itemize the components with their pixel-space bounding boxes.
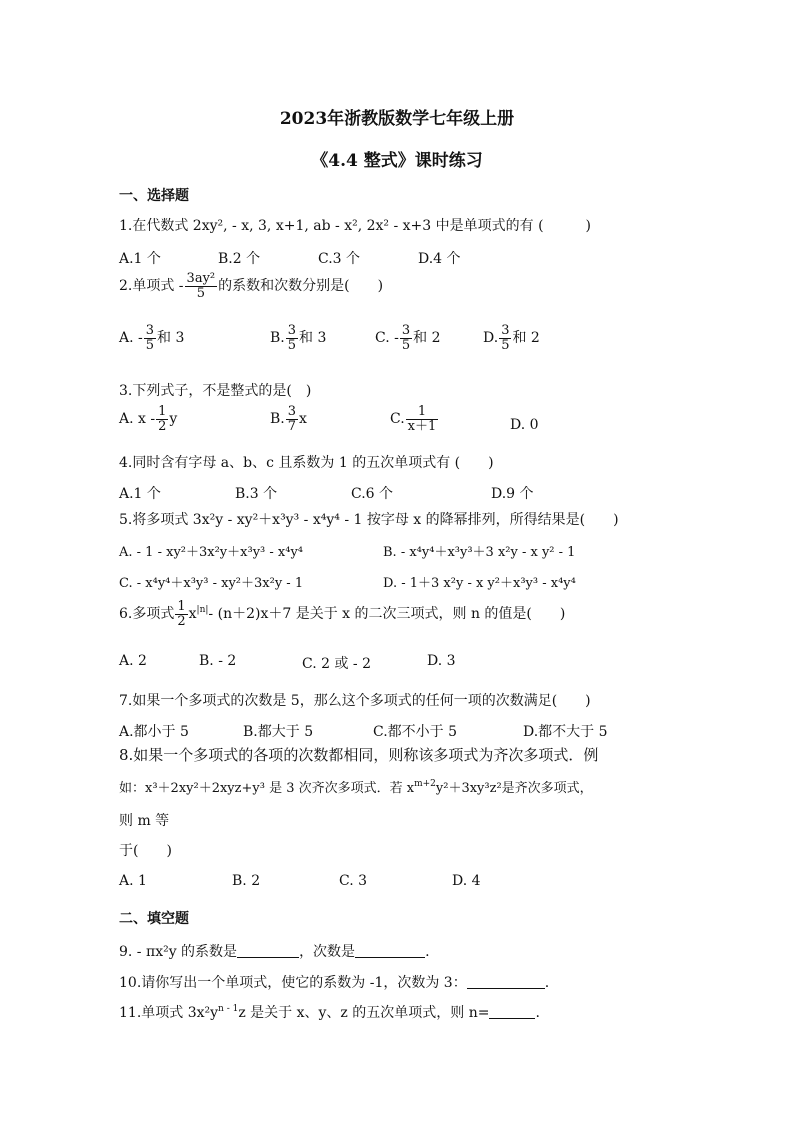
question-6-option-b: B. - 2	[199, 653, 237, 669]
question-1-stem: 1.在代数式 2xy², - x, 3, x+1, ab - x², 2x² - x+3 中是单项式的有 ( )	[119, 218, 592, 234]
question-8-line-2-b: y²＋3xy³z²是齐次多项式，	[435, 781, 593, 796]
question-8-option-c: C. 3	[339, 873, 368, 889]
answer-blank[interactable]	[355, 943, 425, 958]
question-6-fraction	[175, 600, 187, 628]
question-10	[119, 972, 549, 992]
frac-num: 3	[145, 323, 155, 338]
document-title: 2023年浙教版数学七年级上册	[279, 109, 515, 129]
question-5-stem: 5.将多项式 3x²y - xy²＋x³y³ - x⁴y⁴ - 1 按字母 x 的降幂排列，所得结果是( )	[119, 512, 619, 528]
option-tail: 和 3	[299, 330, 327, 347]
question-5-option-a: A. - 1 - xy²＋3x²y＋x³y³ - x⁴y⁴	[119, 545, 304, 560]
question-1-option-b: B.2 个	[218, 251, 261, 267]
frac-num: 1	[177, 599, 186, 614]
question-11-prefix: 11.单项式 3x²y	[119, 1005, 219, 1021]
question-6-option-a: A. 2	[119, 653, 147, 669]
question-1-option-c: C.3 个	[318, 251, 361, 267]
question-6-option-d: D. 3	[427, 653, 456, 669]
question-3-option-b	[270, 405, 307, 433]
option-label: A. -	[119, 330, 143, 347]
question-2-prefix: 2.单项式 -	[119, 278, 184, 295]
question-4-option-a: A.1 个	[119, 486, 161, 502]
question-10-prefix: 10.请你写出一个单项式，使它的系数为 -1，次数为 3：	[119, 975, 467, 991]
question-7-option-d: D.都不大于 5	[523, 724, 608, 740]
question-2-fraction	[185, 272, 218, 300]
question-8-line-2	[119, 777, 593, 796]
question-2-stem	[119, 272, 383, 300]
option-tail: 和 2	[512, 330, 540, 347]
question-1-option-d: D.4 个	[418, 251, 461, 267]
question-6-suffix: - (n＋2)x＋7 是关于 x 的二次三项式，则 n 的值是( )	[208, 606, 566, 623]
question-7-option-a: A.都小于 5	[119, 724, 189, 740]
question-3-option-a	[119, 405, 177, 433]
question-4-option-d: D.9 个	[491, 486, 534, 502]
frac-den: 2	[177, 613, 186, 629]
option-label: C. -	[375, 330, 399, 347]
frac-num: 3	[287, 323, 297, 338]
question-1-option-a: A.1 个	[119, 251, 161, 267]
option-label: D.	[483, 330, 499, 347]
frac-den: 5	[287, 337, 297, 353]
question-5-option-d: D. - 1＋3 x²y - x y²＋x³y³ - x⁴y⁴	[383, 576, 576, 591]
question-8-line-2-a: 如：x³＋2xy²＋2xyz+y³ 是 3 次齐次多项式．若 x	[119, 781, 415, 796]
question-11-mid: z 是关于 x、y、z 的五次单项式，则 n=	[238, 1005, 490, 1021]
question-7-stem: 7.如果一个多项式的次数是 5，那么这个多项式的任何一项的次数满足( )	[119, 693, 591, 709]
question-3-option-d: D. 0	[510, 417, 539, 433]
question-2-option-c	[375, 324, 440, 352]
question-11-end: .	[535, 1005, 540, 1021]
question-9-prefix: 9. - πx²y 的系数是	[119, 944, 238, 960]
section-heading-fill: 二、填空题	[119, 911, 189, 927]
question-2-option-a	[119, 324, 184, 352]
question-3-option-c	[390, 405, 439, 433]
section-heading-choice: 一、选择题	[119, 188, 189, 204]
frac-den: x＋1	[407, 418, 437, 434]
question-6-stem	[119, 600, 565, 628]
question-3-stem: 3.下列式子，不是整式的是( )	[119, 383, 312, 399]
option-tail: y	[169, 411, 178, 428]
question-10-end: .	[544, 975, 550, 991]
question-5-option-b: B. - x⁴y⁴＋x³y³＋3 x²y - x y² - 1	[383, 545, 576, 560]
option-tail: 和 2	[413, 330, 441, 347]
question-2-option-d	[483, 324, 540, 352]
question-2-suffix: 的系数和次数分别是( )	[218, 278, 384, 295]
frac-den: 5	[401, 337, 411, 353]
question-8-option-d: D. 4	[452, 873, 481, 889]
question-8-exponent: m+2	[414, 779, 436, 789]
question-2-option-b	[270, 324, 326, 352]
option-label: B.	[270, 411, 285, 428]
question-5-option-c: C. - x⁴y⁴＋x³y³ - xy²＋3x²y - 1	[119, 576, 304, 591]
option-tail: x	[299, 411, 307, 428]
frac-num: 3	[501, 323, 510, 338]
frac-den: 5	[501, 337, 510, 353]
document-subtitle: 《4.4 整式》课时练习	[311, 151, 483, 171]
question-6-option-c: C. 2 或 - 2	[302, 656, 372, 672]
frac-den: 2	[158, 418, 167, 434]
question-4-stem: 4.同时含有字母 a、b、c 且系数为 1 的五次单项式有 ( )	[119, 455, 494, 471]
question-4-option-c: C.6 个	[351, 486, 394, 502]
option-label: A. x -	[119, 411, 156, 428]
question-8-option-a: A. 1	[119, 873, 147, 889]
question-8-option-b: B. 2	[232, 873, 261, 889]
question-7-option-c: C.都不小于 5	[373, 724, 458, 740]
question-9-mid: ，次数是	[299, 944, 356, 960]
answer-blank[interactable]	[467, 974, 545, 989]
frac-num: 3	[287, 404, 297, 419]
question-11-exponent: n - 1	[218, 1004, 239, 1014]
frac-num: 1	[158, 404, 167, 419]
question-9	[119, 941, 430, 961]
question-6-exponent: |n|	[196, 605, 209, 616]
question-2-frac-num: 3ay²	[186, 271, 216, 286]
option-label: B.	[270, 330, 285, 347]
answer-blank[interactable]	[237, 943, 299, 958]
frac-den: 5	[145, 337, 155, 353]
question-6-var: x	[188, 606, 197, 623]
answer-blank[interactable]	[489, 1004, 535, 1019]
question-4-option-b: B.3 个	[235, 486, 278, 502]
question-8-line-1: 8.如果一个多项式的各项的次数都相同，则称该多项式为齐次多项式．例	[119, 746, 599, 764]
question-7-option-b: B.都大于 5	[243, 724, 314, 740]
frac-num: 3	[401, 323, 411, 338]
question-2-frac-den: 5	[196, 285, 205, 301]
option-tail: 和 3	[157, 330, 185, 347]
question-6-prefix: 6.多项式	[119, 606, 175, 623]
question-8-line-4: 于( )	[119, 843, 172, 859]
question-11	[119, 1002, 540, 1022]
frac-den: 7	[287, 418, 297, 434]
question-9-end: .	[425, 944, 430, 960]
question-8-line-3: 则 m 等	[119, 813, 170, 829]
option-label: C.	[390, 411, 405, 428]
frac-num: 1	[406, 405, 439, 420]
